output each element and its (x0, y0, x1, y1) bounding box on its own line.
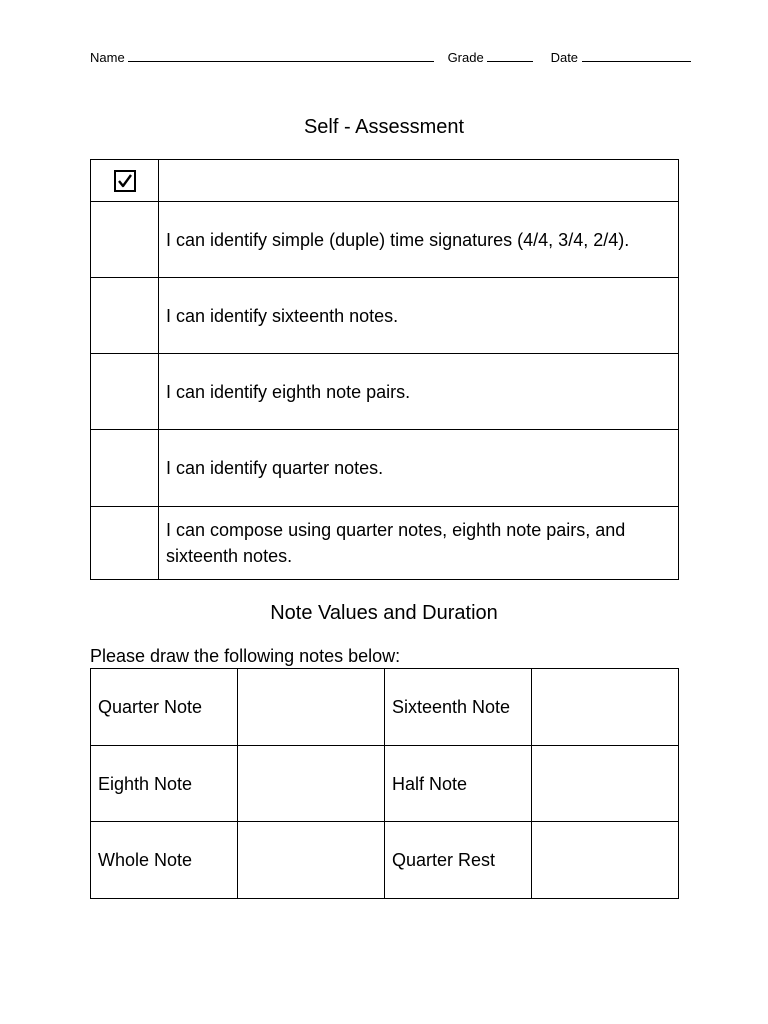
drawing-cell[interactable] (238, 822, 385, 899)
check-cell[interactable] (91, 354, 159, 430)
drawing-cell[interactable] (532, 822, 679, 899)
self-assessment-table (90, 159, 679, 580)
statement-cell: I can identify quarter notes. (159, 430, 679, 507)
note-label-cell: Whole Note (91, 822, 238, 899)
statement-cell: I can identify simple (duple) time signatures (4/4, 3/4, 2/4). (159, 202, 679, 278)
statement-cell: I can identify sixteenth notes. (159, 278, 679, 354)
table-header-row (91, 160, 679, 202)
name-blank[interactable] (128, 47, 434, 62)
statement-header-cell (159, 160, 679, 202)
table-row (91, 507, 679, 580)
check-cell[interactable] (91, 507, 159, 580)
table-row (91, 202, 679, 278)
student-info-line (90, 47, 678, 67)
self-assessment-title: Self - Assessment (303, 116, 465, 138)
table-row (91, 746, 679, 822)
checked-box-icon (114, 170, 136, 192)
drawing-cell[interactable] (532, 746, 679, 822)
table-row (91, 354, 679, 430)
note-values-title: Note Values and Duration (270, 602, 498, 624)
check-header-cell (91, 160, 159, 202)
grade-blank[interactable] (487, 47, 533, 62)
note-label-cell: Sixteenth Note (385, 669, 532, 746)
note-label-cell: Quarter Rest (385, 822, 532, 899)
table-row (91, 822, 679, 899)
table-row (91, 278, 679, 354)
date-blank[interactable] (582, 47, 691, 62)
note-drawing-table (90, 668, 679, 899)
drawing-cell[interactable] (532, 669, 679, 746)
drawing-instructions: Please draw the following notes below: (90, 646, 401, 666)
check-cell[interactable] (91, 202, 159, 278)
note-label-cell: Quarter Note (91, 669, 238, 746)
check-cell[interactable] (91, 278, 159, 354)
grade-label: Grade (447, 50, 484, 65)
table-row (91, 669, 679, 746)
note-label-cell: Half Note (385, 746, 532, 822)
date-label: Date (550, 50, 579, 65)
drawing-cell[interactable] (238, 746, 385, 822)
check-cell[interactable] (91, 430, 159, 507)
note-label-cell: Eighth Note (91, 746, 238, 822)
table-row (91, 430, 679, 507)
statement-cell: I can identify eighth note pairs. (159, 354, 679, 430)
drawing-cell[interactable] (238, 669, 385, 746)
statement-cell: I can compose using quarter notes, eighth note pairs, and sixteenth notes. (159, 507, 679, 580)
name-label: Name (90, 50, 125, 65)
